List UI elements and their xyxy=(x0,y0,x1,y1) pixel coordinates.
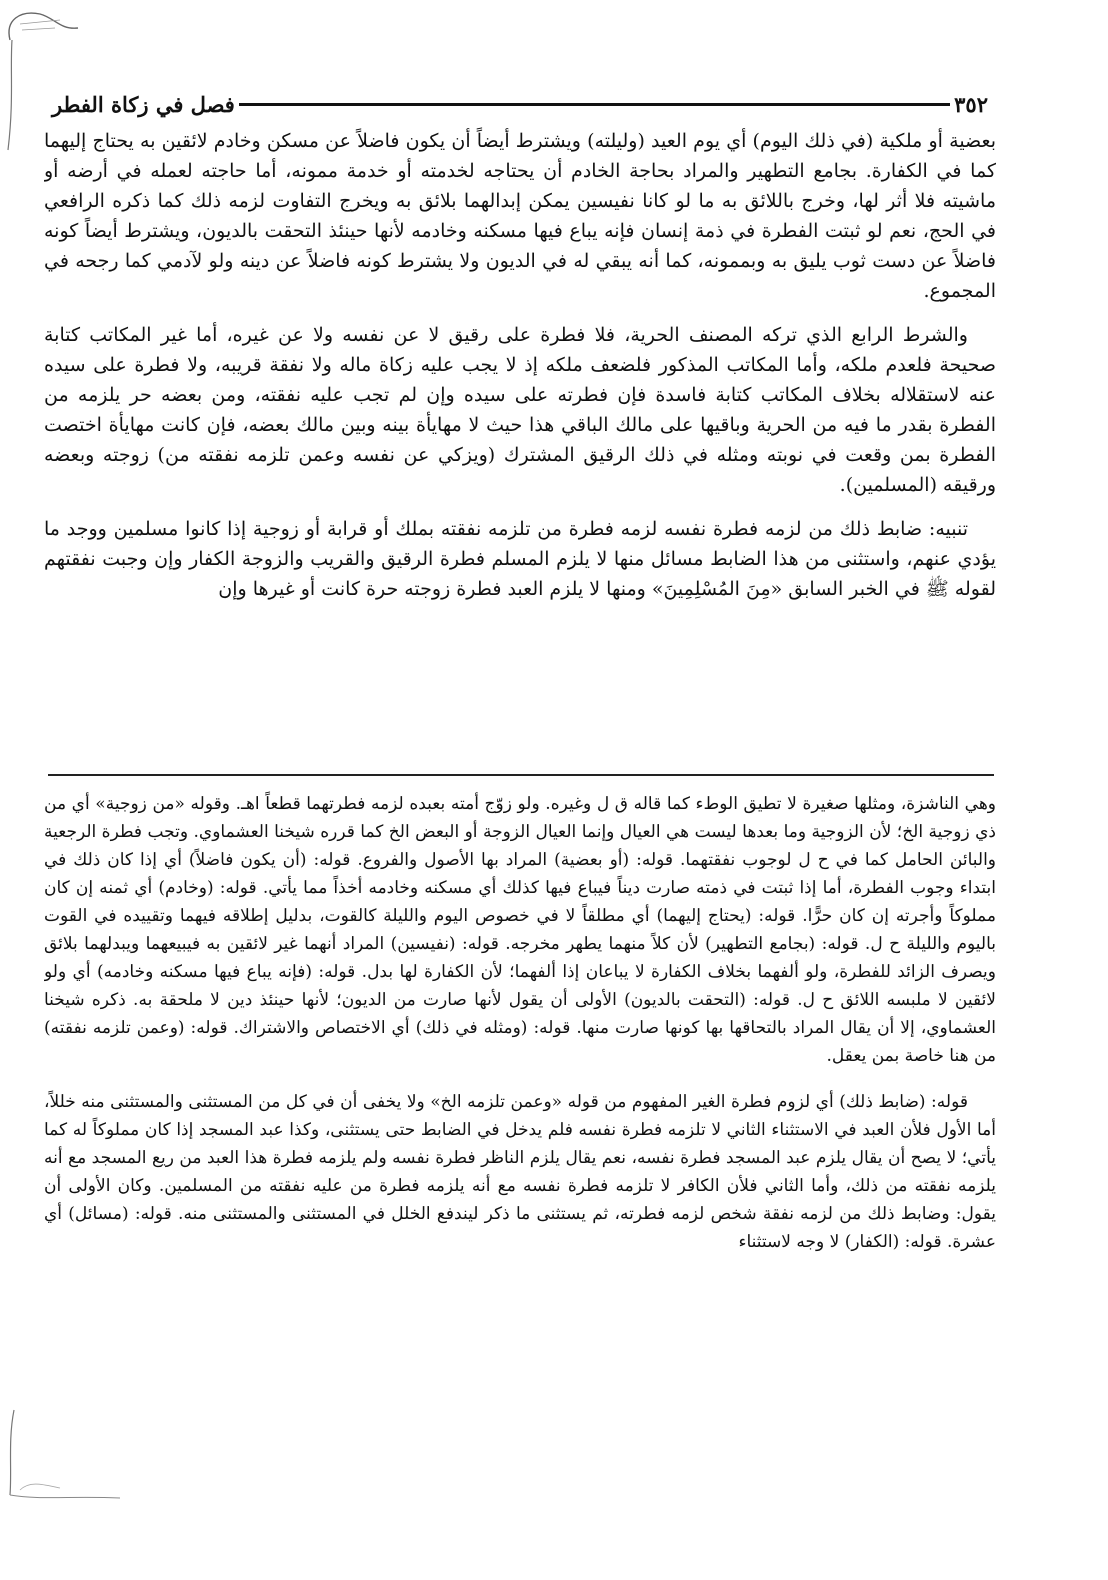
footnote-divider xyxy=(48,774,994,776)
footnote-paragraph: وهي الناشزة، ومثلها صغيرة لا تطيق الوطء كما قاله ق ل وغيره. ولو زوّج أمته بعبده لزمه فطرتهما قطعاً اهـ. وقوله «من زوجية» أي من ذي زوجية الخ؛ لأن الزوجية وما بعدها ليست هي العيال وإنما العيال الزوجة أو البعض الخ كما قرره شيخنا العشماوي. وتجب فطرة الرجعية والبائن الحامل كما في ح ل لوجوب نفقتهما. قوله: (أو بعضية) المراد بها الأصول والفروع. قوله: (أن يكون فاضلاً) أي إذا كان ذلك في ابتداء وجوب الفطرة، أما إذا ثبتت في ذمته صارت ديناً فيباع فيها كذلك أي مسكنه وخادمه أخذاً مما يأتي. قوله: (وخادم) أي ثمنه إن كان مملوكاً وأجرته إن كان حرًّا. قوله: (يحتاج إليهما) أي مطلقاً لا في خصوص اليوم والليلة كالقوت، بدليل إطلاقه فيهما وتقييده في القوت باليوم والليلة ح ل. قوله: (بجامع التطهير) لأن كلاً منهما يطهر مخرجه. قوله: (نفيسين) المراد أنهما غير لائقين به فيبيعهما ويبدلهما بلائق ويصرف الزائد للفطرة، ولو ألفهما بخلاف الكفارة لا يباعان إذا ألفهما؛ لأن الكفارة لها بدل. قوله: (فإنه يباع فيها مسكنه وخادمه) أي ولو لائقين لا ملبسه اللائق ح ل. قوله: (التحقت بالديون) الأولى أن يقول لأنها صارت من الديون؛ لأنها حينئذ دين لا ملحقة به. ذكره شيخنا العشماوي، إلا أن يقال المراد بالتحاقها بها كونها صارت منها. قوله: (ومثله في ذلك) أي الاختصاص والاشتراك. قوله: (وعمن تلزمه نفقته) من هنا خاصة بمن يعقل. xyxy=(44,794,996,1066)
main-paragraph: والشرط الرابع الذي تركه المصنف الحرية، فلا فطرة على رقيق لا عن نفسه ولا عن غيره، أما غير المكاتب كتابة صحيحة فلعدم ملكه، وأما المكاتب المذكور فلضعف ملكه إذ لا يجب عليه زكاة ماله ولا نفقة قريبه، ولا فطرة على سيده عنه لاستقلاله بخلاف المكاتب كتابة فاسدة فإن فطرته على سيده وإن لم تجب عليه نفقته، ومن بعضه حر يلزمه من الفطرة بقدر ما فيه من الحرية وباقيها على مالك الباقي هذا حيث لا مهايأة بينه وبين مالك بعضه، فإن كانت مهايأة اختصت الفطرة بمن وقعت في نوبته ومثله في ذلك الرقيق المشترك (ويزكي عن نفسه وعمن تلزمه نفقته من) زوجته وبعضه ورقيقه (المسلمين). xyxy=(44,324,996,496)
footnote-paragraph: قوله: (ضابط ذلك) أي لزوم فطرة الغير المفهوم من قوله «وعمن تلزمه الخ» ولا يخفى أن في كل من المستثنى والمستثنى منه خللاً، أما الأول فلأن العبد في الاستثناء الثاني لا تلزمه فطرة نفسه فلم يدخل في الضابط حتى يستثنى، وكذا عبد المسجد إذا كان مملوكاً له كما يأتي؛ لا يصح أن يقال يلزم عبد المسجد فطرة نفسه، نعم يقال يلزم الناظر فطرة نفسه ولم يلزمه فطرة هذا العبد من ريع المسجد مع أنه يلزمه نفقته من ذلك، وأما الثاني فلأن الكافر لا تلزمه فطرة نفسه مع أنه يلزمه فطرة من عليه نفقته من المسلمين. وكان الأولى أن يقول: وضابط ذلك من لزمه نفقة شخص لزمه فطرته، ثم يستثنى ما ذكر ليندفع الخلل في المستثنى والمستثنى منه. قوله: (مسائل) أي عشرة. قوله: (الكفار) لا وجه لاستثناء xyxy=(44,1092,996,1252)
page-number: ٣٥٢ xyxy=(954,91,988,117)
footnotes-section xyxy=(44,790,996,1490)
main-paragraph: تنبيه: ضابط ذلك من لزمه فطرة نفسه لزمه فطرة من تلزمه نفقته بملك أو قرابة أو زوجية إذا كانوا مسلمين ووجد ما يؤدي عنهم، واستثنى من هذا الضابط مسائل منها لا يلزم المسلم فطرة الرقيق والقريب والزوجة الكفار وإن وجبت نفقتهم لقوله ﷺ في الخبر السابق «مِنَ المُسْلِمِينَ» ومنها لا يلزم العبد فطرة زوجته حرة كانت أو غيرها وإن xyxy=(44,518,996,600)
running-header xyxy=(46,84,994,124)
main-text xyxy=(44,126,996,771)
main-paragraph: بعضية أو ملكية (في ذلك اليوم) أي يوم العيد (وليلته) ويشترط أيضاً أن يكون فاضلاً عن مسكن وخادم لائقين به يحتاج إليهما كما في الكفارة. بجامع التطهير والمراد بحاجة الخادم أن يحتاجه لخدمته أو خدمة ممونه، أما حاجته لعمله في أرضه أو ماشيته فلا أثر لها، وخرج باللائق به ما لو كانا نفيسين يمكن إبدالهما بلائق به ويخرج التفاوت لزمه ذلك كما ذكره الرافعي في الحج، نعم لو ثبتت الفطرة في ذمة إنسان فإنه يباع فيها مسكنه وخادمه لأنها حينئذ التحقت بالديون، ويشترط أيضاً كونه فاضلاً عن دست ثوب يليق به وبممونه، كما أنه يبقي له في الديون ولا يشترط كونه فاضلاً عن دينه ولو لآدمي كما رجحه في المجموع. xyxy=(44,130,996,302)
chapter-title: فصل في زكاة الفطر xyxy=(52,91,235,117)
header-rule xyxy=(239,103,950,106)
